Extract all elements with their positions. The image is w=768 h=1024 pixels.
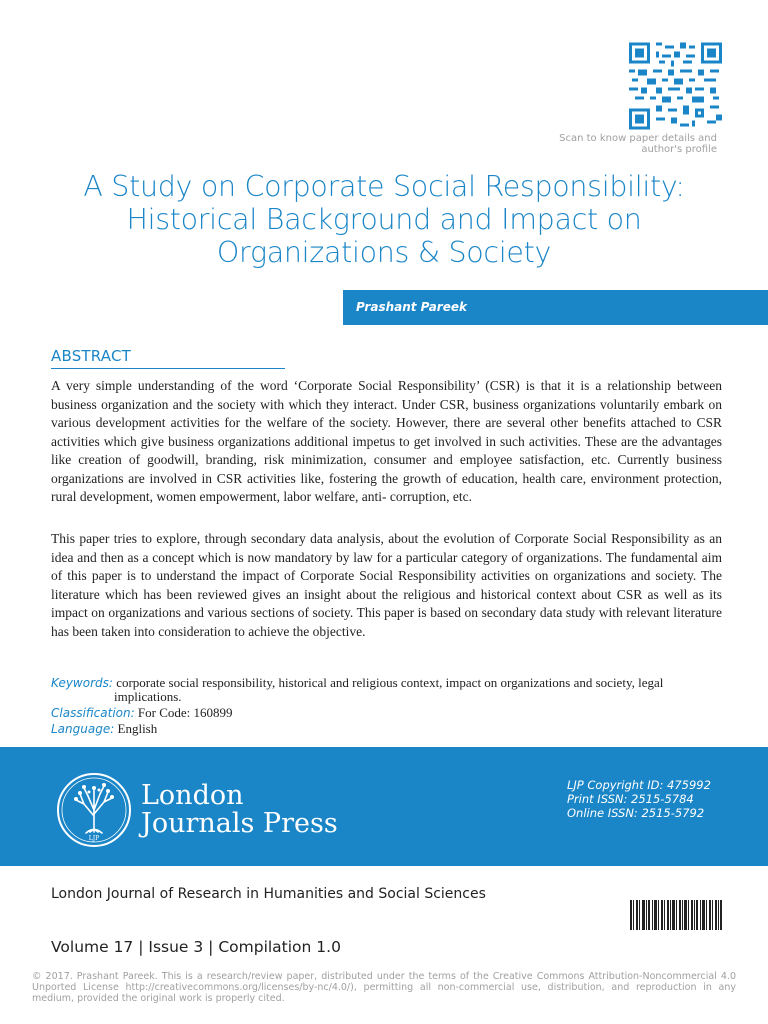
paper-title <box>40 170 728 269</box>
tree-logo-icon <box>56 772 132 848</box>
author-bar <box>343 290 768 325</box>
publisher-name-line: London <box>141 780 244 811</box>
keywords-row <box>51 676 731 704</box>
publication-ids <box>567 778 711 820</box>
publisher-name <box>141 782 338 838</box>
keywords-value: corporate social responsibility, historical and religious context, impact on organizations and society, legal <box>116 675 664 690</box>
title-line: Organizations & Society <box>216 236 552 269</box>
license-text: © 2017. Prashant Pareek. This is a research/review paper, distributed under the terms of the Creative Commons Attribution-Noncommercial 4.0 Unported License http://creativecommons.org/licenses/by-nc/4.0/), permitting all non-commercial use, distribution, and reproduction in any medium, provided the original work is properly cited. <box>32 971 736 1004</box>
author-name: Prashant Pareek <box>356 300 467 314</box>
title-line: Historical Background and Impact on <box>126 203 642 236</box>
language-row <box>51 722 731 736</box>
abstract-paragraph: A very simple understanding of the word ‘Corporate Social Responsibility’ (CSR) is that it is a relationship between business organization and the society with which they interact. Under CSR, business organizations voluntarily embark on various development activities for the welfare of the society. However, there are several other benefits attached to CSR activities which give business organizations additional impetus to get involved in such activities. These are the advantages like creation of goodwill, branding, risk minimization, consumer and employee satisfaction, etc. Currently business organizations are involved in CSR activities like, fostering the growth of education, health care, environment protection, rural development, women empowerment, labor welfare, anti- corruption, etc. <box>51 378 722 504</box>
keywords-value-continued: implications. <box>114 689 182 704</box>
online-issn: Online ISSN: 2515-5792 <box>567 806 705 820</box>
keywords-label: Keywords: <box>51 676 113 690</box>
language-label: Language: <box>51 722 115 736</box>
copyright-id: LJP Copyright ID: 475992 <box>567 778 711 792</box>
classification-value: For Code: 160899 <box>137 705 233 720</box>
publisher-name-line: Journals Press <box>141 808 338 839</box>
qr-caption: Scan to know paper details and author's profile <box>559 133 717 155</box>
barcode-icon <box>630 900 722 930</box>
journal-name: London Journal of Research in Humanities and Social Sciences <box>51 886 486 902</box>
abstract-heading: ABSTRACT <box>51 347 132 365</box>
language-value: English <box>117 721 158 736</box>
qr-code <box>629 42 722 130</box>
print-issn: Print ISSN: 2515-5784 <box>567 792 694 806</box>
abstract-divider <box>51 368 285 369</box>
logo-mark: LJP <box>88 835 100 842</box>
title-line: A Study on Corporate Social Responsibility: <box>83 170 685 203</box>
classification-label: Classification: <box>51 706 135 720</box>
abstract-paragraph: This paper tries to explore, through secondary data analysis, about the evolution of Corporate Social Responsibility as an idea and then as a concept which is now mandatory by law for a particular category of organizations. The fundamental aim of this paper is to understand the impact of Corporate Social Responsibility activities on organizations and society. The literature which has been reviewed gives an insight about the religious and historical context about CSR as well as its impact on organizations and various sections of society. This paper is based on secondary data study with relevant literature has been taken into consideration to achieve the objective. <box>51 531 722 639</box>
classification-row <box>51 706 731 720</box>
volume-issue: Volume 17 | Issue 3 | Compilation 1.0 <box>51 938 341 956</box>
